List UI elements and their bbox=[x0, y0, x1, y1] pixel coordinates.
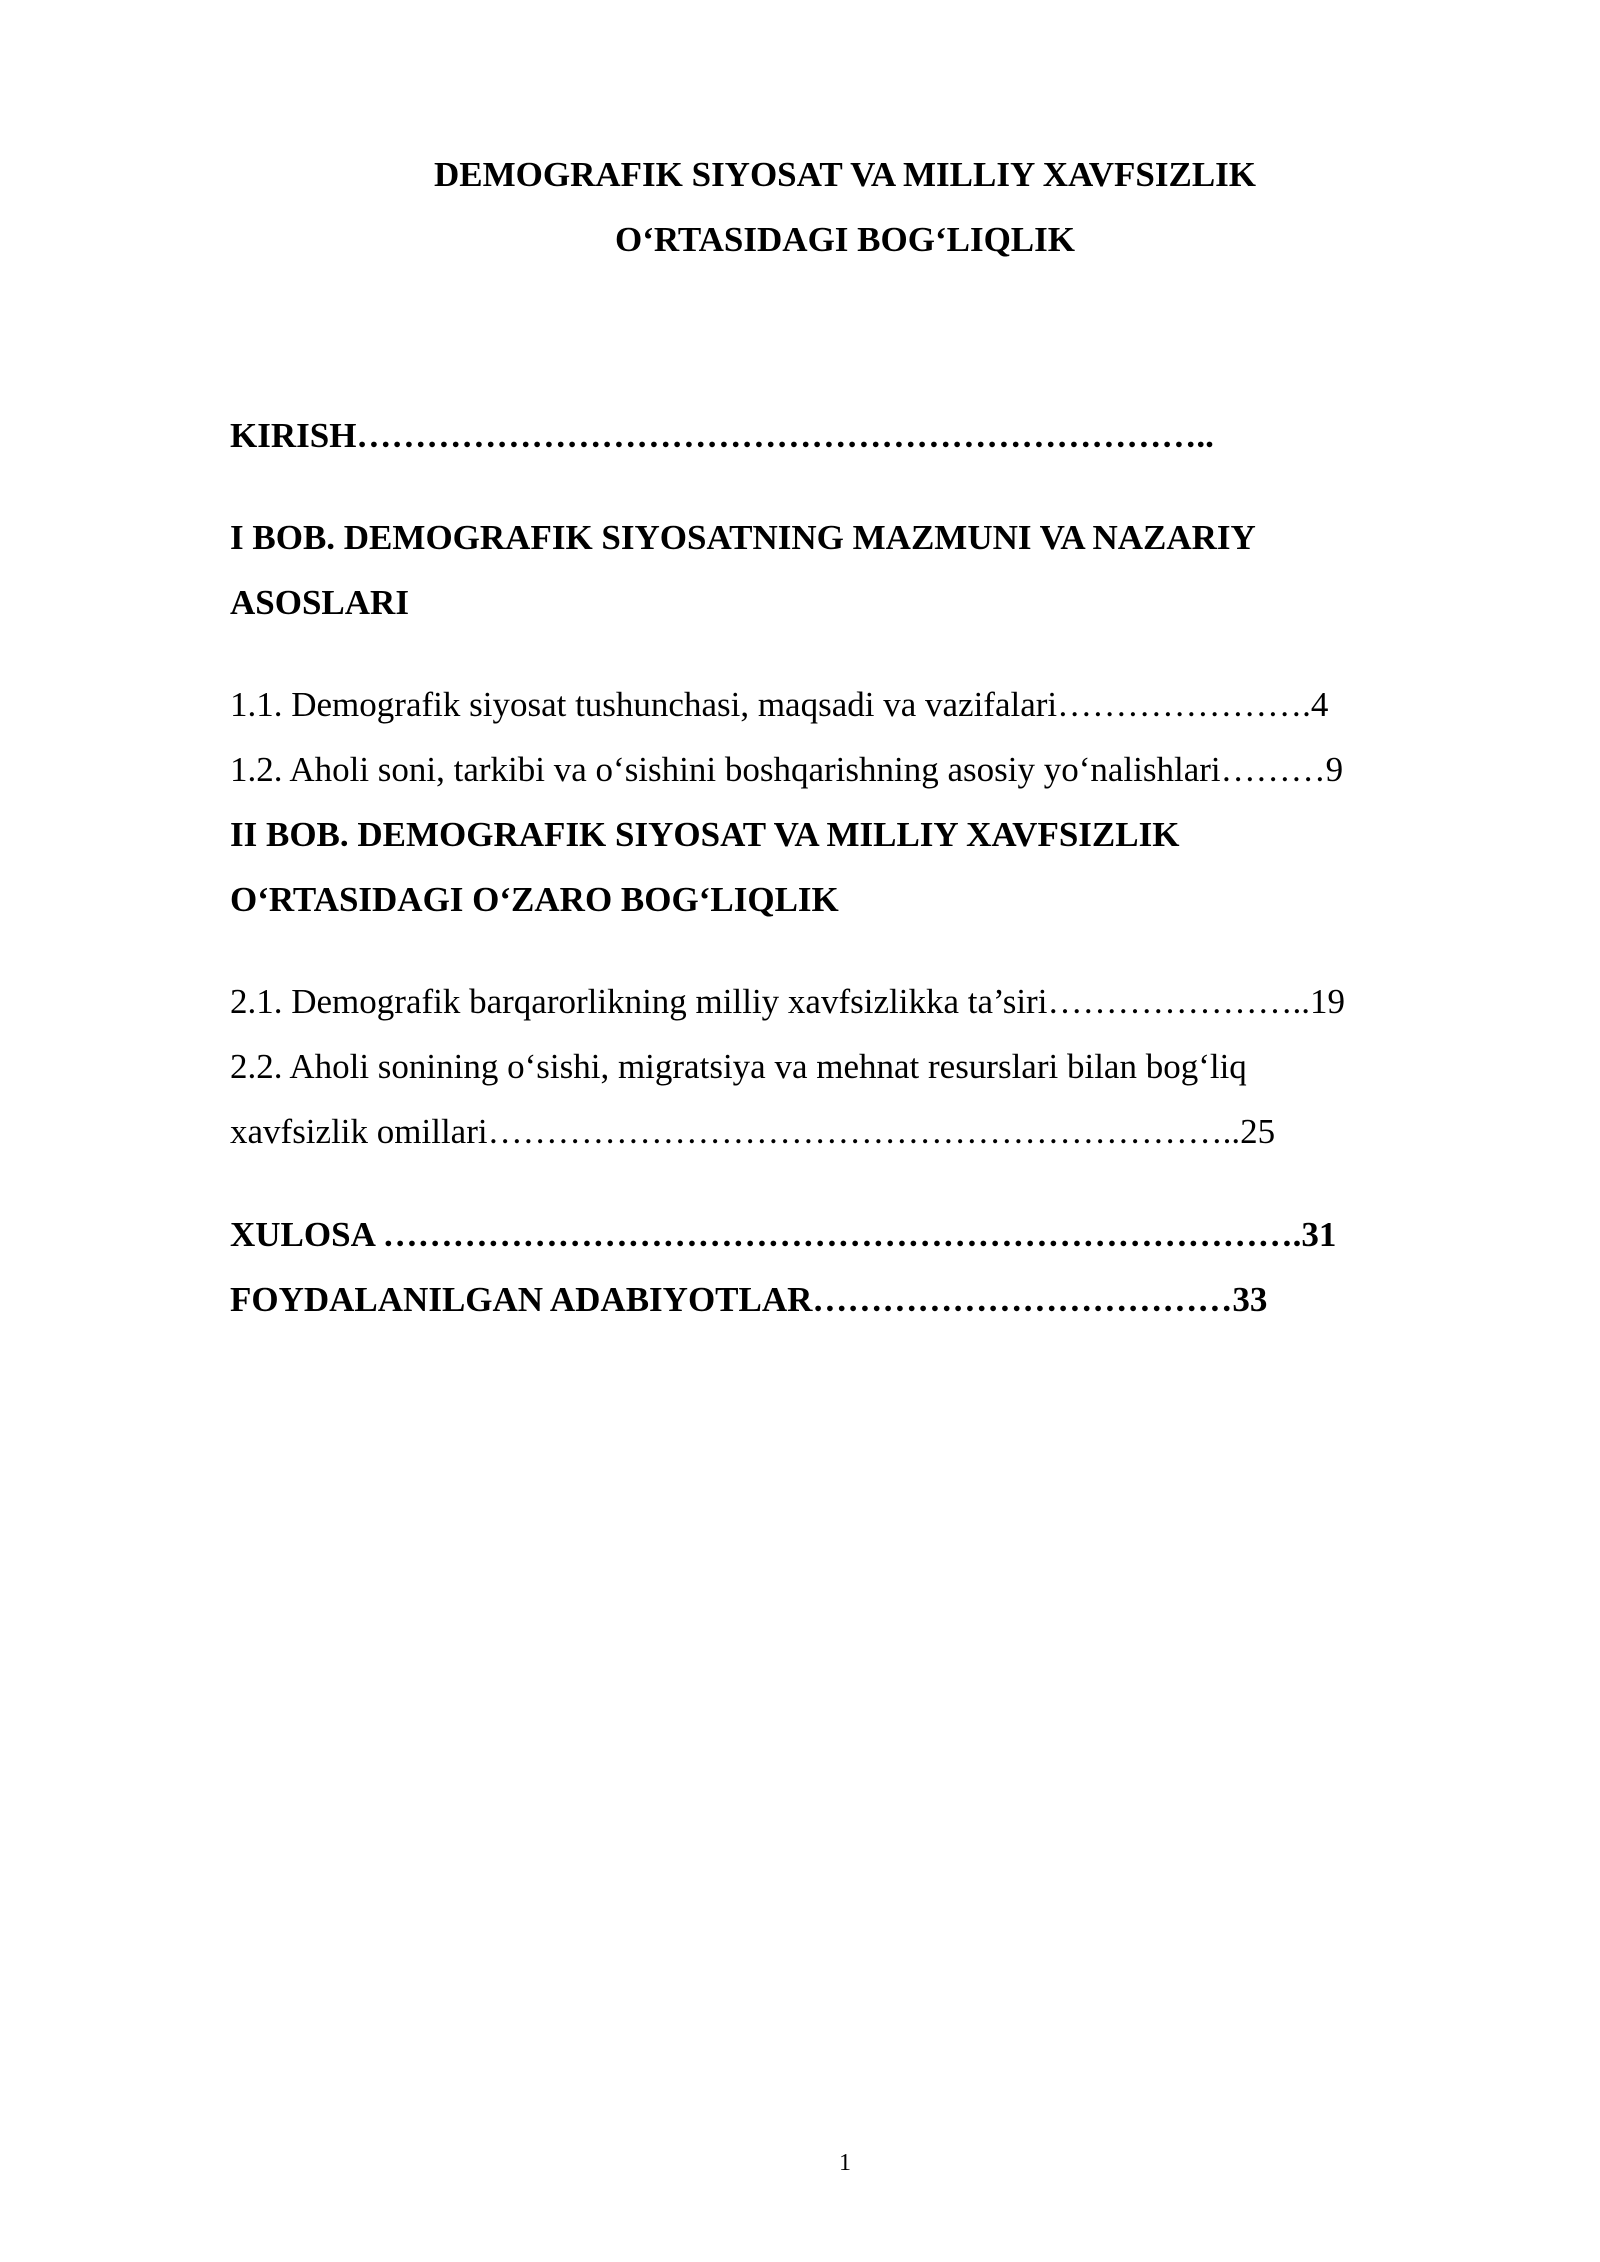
page-number: 1 bbox=[839, 2150, 851, 2176]
toc-adabiyotlar: FOYDALANILGAN ADABIYOTLAR………………………………33 bbox=[230, 1280, 1268, 1319]
toc-chapter1-heading-line-1: I BOB. DEMOGRAFIK SIYOSATNING MAZMUNI VA NAZARIY bbox=[230, 518, 1256, 557]
toc-chapter2-heading-line-2: O‘RTASIDAGI O‘ZARO BOG‘LIQLIK bbox=[230, 880, 839, 919]
toc-chapter1-heading-line-2: ASOSLARI bbox=[230, 583, 409, 622]
toc-item-1-1: 1.1. Demografik siyosat tushunchasi, maqsadi va vazifalari………………….4 bbox=[230, 685, 1329, 724]
toc-item-1-2: 1.2. Aholi soni, tarkibi va o‘sishini boshqarishning asosiy yo‘nalishlari………9 bbox=[230, 750, 1344, 789]
toc-item-2-1: 2.1. Demografik barqarorlikning milliy xavfsizlikka ta’siri…………………..19 bbox=[230, 982, 1345, 1021]
toc-item-2-2-line-2: xavfsizlik omillari………………………………………………………..25 bbox=[230, 1112, 1276, 1151]
toc-chapter2-heading-line-1: II BOB. DEMOGRAFIK SIYOSAT VA MILLIY XAVFSIZLIK bbox=[230, 815, 1180, 854]
document-title-line-2: O‘RTASIDAGI BOG‘LIQLIK bbox=[614, 220, 1075, 259]
toc-item-2-2-line-1: 2.2. Aholi sonining o‘sishi, migratsiya va mehnat resurslari bilan bog‘liq bbox=[230, 1047, 1247, 1086]
toc-xulosa: XULOSA …………………………………………………………………….31 bbox=[230, 1215, 1337, 1254]
toc-kirish: KIRISH……………………………………………………………….. bbox=[230, 416, 1214, 455]
document-title-line-1: DEMOGRAFIK SIYOSAT VA MILLIY XAVFSIZLIK bbox=[433, 155, 1257, 194]
